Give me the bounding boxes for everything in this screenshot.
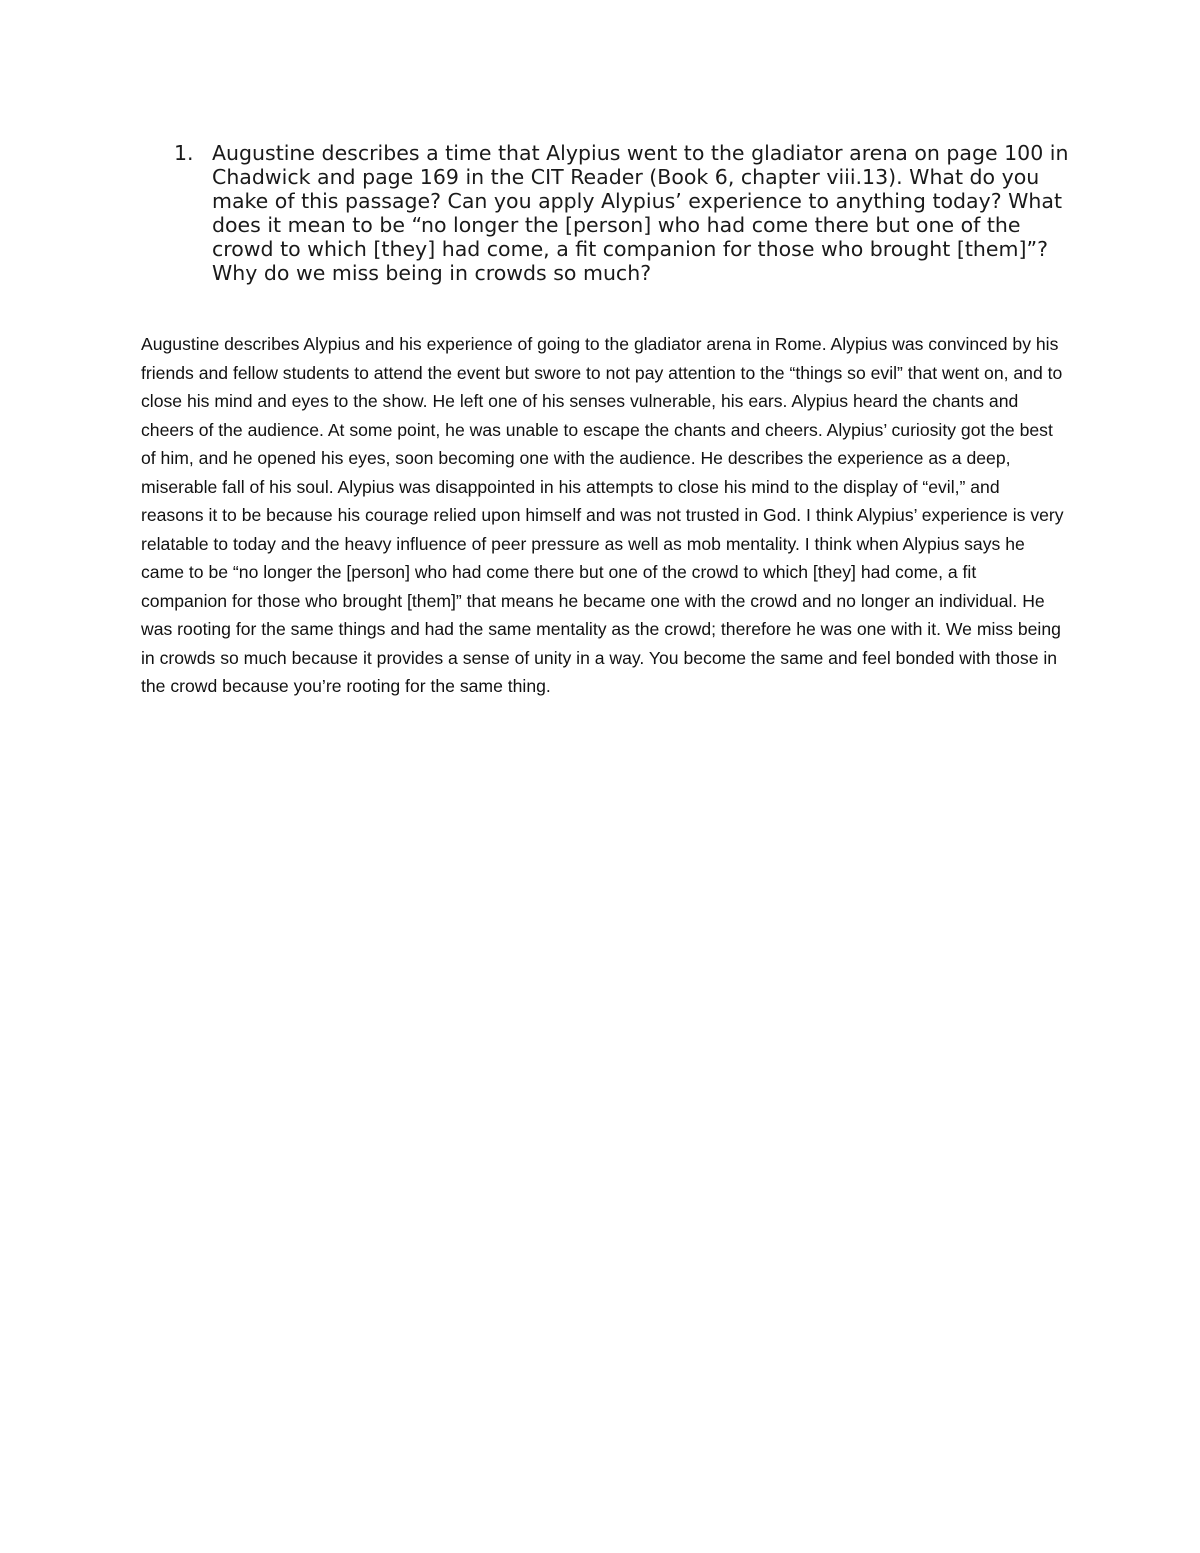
question-text: Augustine describes a time that Alypius went to the gladiator arena on page 100 in Chadwick and page 169 in the CIT Reader (Book 6, chapter viii.13). What do you make of this passage? Can you apply Alypius’ experience to anything today? What does it mean to be “no longer the [person] who had come there but one of the crowd to which [they] had come, a fit companion for those who brought [them]”? Why do we miss being in crowds so much?	[212, 141, 1069, 285]
question-item	[174, 141, 1074, 285]
answer-paragraph: Augustine describes Alypius and his experience of going to the gladiator arena in Rome. Alypius was convinced by his friends and fellow students to attend the event but swore to not pay attention to the “things so evil” that went on, and to close his mind and eyes to the show. He left one of his senses vulnerable, his ears. Alypius heard the chants and cheers of the audience. At some point, he was unable to escape the chants and cheers. Alypius’ curiosity got the best of him, and he opened his eyes, soon becoming one with the audience. He describes the experience as a deep, miserable fall of his soul. Alypius was disappointed in his attempts to close his mind to the display of “evil,” and reasons it to be because his courage relied upon himself and was not trusted in God. I think Alypius’ experience is very relatable to today and the heavy influence of peer pressure as well as mob mentality. I think when Alypius says he came to be “no longer the [person] who had come there but one of the crowd to which [they] had come, a fit companion for those who brought [them]” that means he became one with the crowd and no longer an individual. He was rooting for the same things and had the same mentality as the crowd; therefore he was one with it. We miss being in crowds so much because it provides a sense of unity in a way. You become the same and feel bonded with those in the crowd because you’re rooting for the same thing.	[141, 334, 1064, 696]
question-number: 1.	[174, 141, 194, 165]
question-list	[174, 141, 1074, 285]
